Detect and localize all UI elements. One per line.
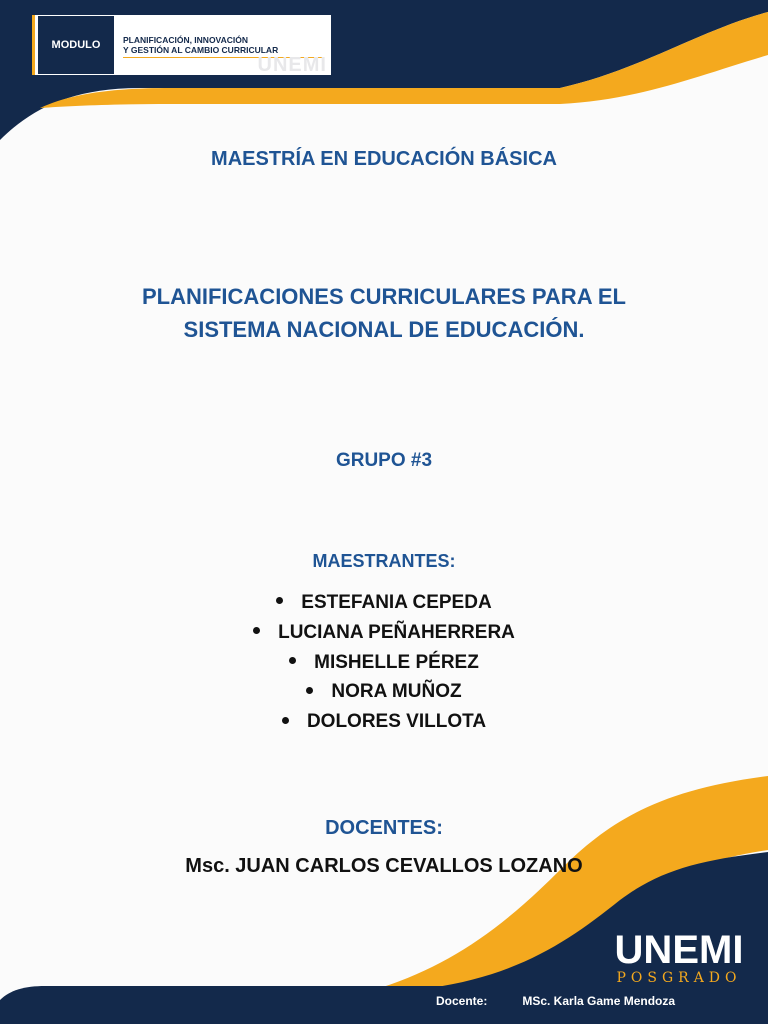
- module-title-line1: PLANIFICACIÓN, INNOVACIÓN: [123, 35, 248, 45]
- footer-value: MSc. Karla Game Mendoza: [522, 994, 676, 1008]
- bullet-icon: [276, 597, 283, 604]
- teacher-name: Msc. JUAN CARLOS CEVALLOS LOZANO: [185, 855, 583, 877]
- module-title-line2: Y GESTIÓN AL CAMBIO CURRICULAR: [123, 45, 279, 55]
- student-name: NORA MUÑOZ: [331, 681, 462, 703]
- student-item: [0, 618, 768, 648]
- student-name: MISHELLE PÉREZ: [314, 651, 479, 673]
- document-title-line2: SISTEMA NACIONAL DE EDUCACIÓN.: [183, 317, 585, 342]
- module-tag: MODULO: [38, 16, 114, 74]
- footer-label: Docente:: [436, 994, 488, 1008]
- bullet-icon: [282, 717, 289, 724]
- group-label: GRUPO #3: [335, 450, 433, 471]
- bullet-icon: [306, 687, 313, 694]
- student-name: ESTEFANIA CEPEDA: [301, 592, 492, 613]
- bullet-icon: [289, 657, 296, 664]
- student-name: LUCIANA PEÑAHERRERA: [278, 621, 515, 643]
- document-title-line1: PLANIFICACIONES CURRICULARES PARA EL: [141, 284, 626, 309]
- teachers-heading: DOCENTES:: [325, 817, 443, 839]
- student-item: [0, 677, 768, 707]
- brand-subtitle: POSGRADO: [616, 970, 742, 986]
- unemi-logo: [608, 930, 750, 986]
- students-heading: MAESTRANTES:: [312, 551, 456, 571]
- student-name: DOLORES VILLOTA: [306, 711, 487, 733]
- module-watermark: UNEMI: [257, 54, 327, 76]
- student-item: [0, 648, 768, 678]
- brand-name: UNEMI: [614, 928, 744, 972]
- students-list: [0, 588, 768, 737]
- student-item: [0, 707, 768, 737]
- module-banner: [32, 15, 331, 75]
- program-name: MAESTRÍA EN EDUCACIÓN BÁSICA: [211, 148, 557, 170]
- module-title: [123, 35, 329, 55]
- bullet-icon: [253, 627, 260, 634]
- student-item: [0, 588, 768, 618]
- footer-docente: [436, 994, 675, 1008]
- document-title: [0, 280, 768, 346]
